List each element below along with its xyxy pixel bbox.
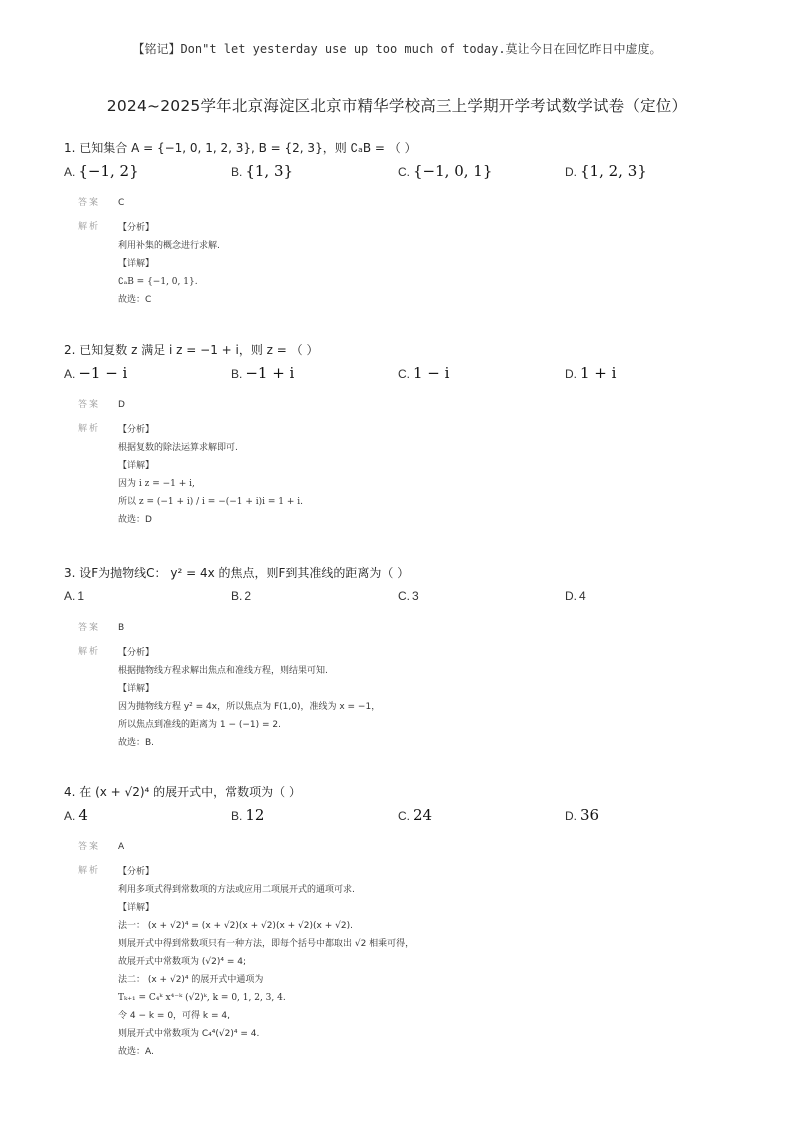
- question-stem: 1. 已知集合 A = {−1, 0, 1, 2, 3}, B = {2, 3}，则 ∁ₐB = （ ）: [64, 141, 417, 155]
- answer-row: [78, 397, 125, 410]
- answer-label: 答案: [78, 842, 101, 852]
- option-a: A. −1 − i: [64, 364, 128, 382]
- answer-value: D: [118, 400, 125, 410]
- option-d: D. 36: [565, 806, 600, 824]
- question-2: [64, 340, 744, 525]
- analysis-line: 【分析】: [118, 648, 155, 658]
- analysis-line: 利用多项式得到常数项的方法或应用二项展开式的通项可求.: [118, 885, 355, 895]
- analysis-line: ∁ₐB = {−1, 0, 1}.: [118, 277, 198, 287]
- analysis-line: 则展开式中常数项为 C₄⁴(√2)⁴ = 4.: [118, 1029, 260, 1039]
- analysis-line: 利用补集的概念进行求解.: [118, 241, 220, 251]
- analysis-line: 【分析】: [118, 223, 155, 233]
- options-row: [64, 361, 744, 387]
- options-row: [64, 159, 744, 185]
- answer-row: [78, 195, 124, 208]
- question-1: [64, 138, 744, 305]
- option-d: D. 4: [565, 589, 586, 603]
- analysis-line: 故选：A.: [118, 1047, 154, 1057]
- option-b: B. 2: [231, 589, 252, 603]
- answer-row: [78, 620, 124, 633]
- analysis-line: 故选：B.: [118, 738, 155, 748]
- answer-value: A: [118, 842, 125, 852]
- option-c: C. {−1, 0, 1}: [398, 162, 493, 180]
- analysis-label: 解析: [78, 424, 101, 434]
- analysis-line: 则展开式中得到常数项只有一种方法，即每个括号中都取出 √2 相乘可得，: [118, 939, 415, 949]
- option-c: C. 24: [398, 806, 433, 824]
- answer-value: B: [118, 623, 125, 633]
- analysis-line: 【分析】: [118, 425, 155, 435]
- page-title: 2024~2025学年北京海淀区北京市精华学校高三上学期开学考试数学试卷（定位）: [106, 97, 688, 115]
- question-4: [64, 782, 744, 1057]
- analysis-line: Tₖ₊₁ = C₄ᵏ x⁴⁻ᵏ (√2)ᵏ, k = 0, 1, 2, 3, 4.: [118, 993, 286, 1003]
- analysis-line: 故选：C: [118, 295, 152, 305]
- analysis-label: 解析: [78, 866, 101, 876]
- analysis-line: 【详解】: [118, 903, 155, 913]
- option-c: C. 3: [398, 589, 419, 603]
- option-b: B. {1, 3}: [231, 162, 294, 180]
- analysis-line: 故展开式中常数项为 (√2)⁴ = 4;: [118, 957, 246, 967]
- answer-label: 答案: [78, 623, 101, 633]
- analysis-line: 所以焦点到准线的距离为 1 − (−1) = 2.: [118, 720, 281, 730]
- option-d: D. {1, 2, 3}: [565, 162, 647, 180]
- question-stem: 2. 已知复数 z 满足 i z = −1 + i，则 z = （ ）: [64, 343, 319, 357]
- question-3: [64, 563, 744, 748]
- analysis-line: 因为抛物线方程 y² = 4x，所以焦点为 F(1,0)，准线为 x = −1，: [118, 702, 381, 712]
- analysis-label: 解析: [78, 647, 101, 657]
- answer-label: 答案: [78, 400, 101, 410]
- answer-label: 答案: [78, 198, 101, 208]
- analysis-line: 【详解】: [118, 461, 155, 471]
- analysis-line: 法二： (x + √2)⁴ 的展开式中通项为: [118, 975, 264, 985]
- analysis-line: 法一： (x + √2)⁴ = (x + √2)(x + √2)(x + √2)(x + √2).: [118, 921, 353, 931]
- analysis-line: 【详解】: [118, 259, 155, 269]
- analysis-line: 令 4 − k = 0，可得 k = 4,: [118, 1011, 230, 1021]
- motto: 【铭记】Don"t let yesterday use up too much of today.莫让今日在回忆昨日中虚度。: [132, 42, 662, 56]
- option-a: A. {−1, 2}: [64, 162, 139, 180]
- option-c: C. 1 − i: [398, 364, 450, 382]
- analysis-line: 根据复数的除法运算求解即可.: [118, 443, 238, 453]
- option-b: B. −1 + i: [231, 364, 295, 382]
- analysis-line: 因为 i z = −1 + i,: [118, 479, 195, 489]
- analysis-label: 解析: [78, 222, 101, 232]
- answer-value: C: [118, 198, 125, 208]
- analysis-line: 【分析】: [118, 867, 155, 877]
- analysis-line: 所以 z = (−1 + i) / i = −(−1 + i)i = 1 + i.: [118, 497, 304, 507]
- options-row: [64, 584, 744, 610]
- answer-row: [78, 839, 124, 852]
- analysis-line: 【详解】: [118, 684, 155, 694]
- question-stem: 3. 设F为抛物线C： y² = 4x 的焦点，则F到其准线的距离为（ ）: [64, 566, 410, 580]
- option-d: D. 1 + i: [565, 364, 617, 382]
- option-a: A. 4: [64, 806, 88, 824]
- options-row: [64, 803, 744, 829]
- analysis-line: 故选：D: [118, 515, 152, 525]
- option-a: A. 1: [64, 589, 85, 603]
- question-stem: 4. 在 (x + √2)⁴ 的展开式中，常数项为（ ）: [64, 785, 301, 799]
- option-b: B. 12: [231, 806, 265, 824]
- analysis-line: 根据抛物线方程求解出焦点和准线方程，则结果可知.: [118, 666, 328, 676]
